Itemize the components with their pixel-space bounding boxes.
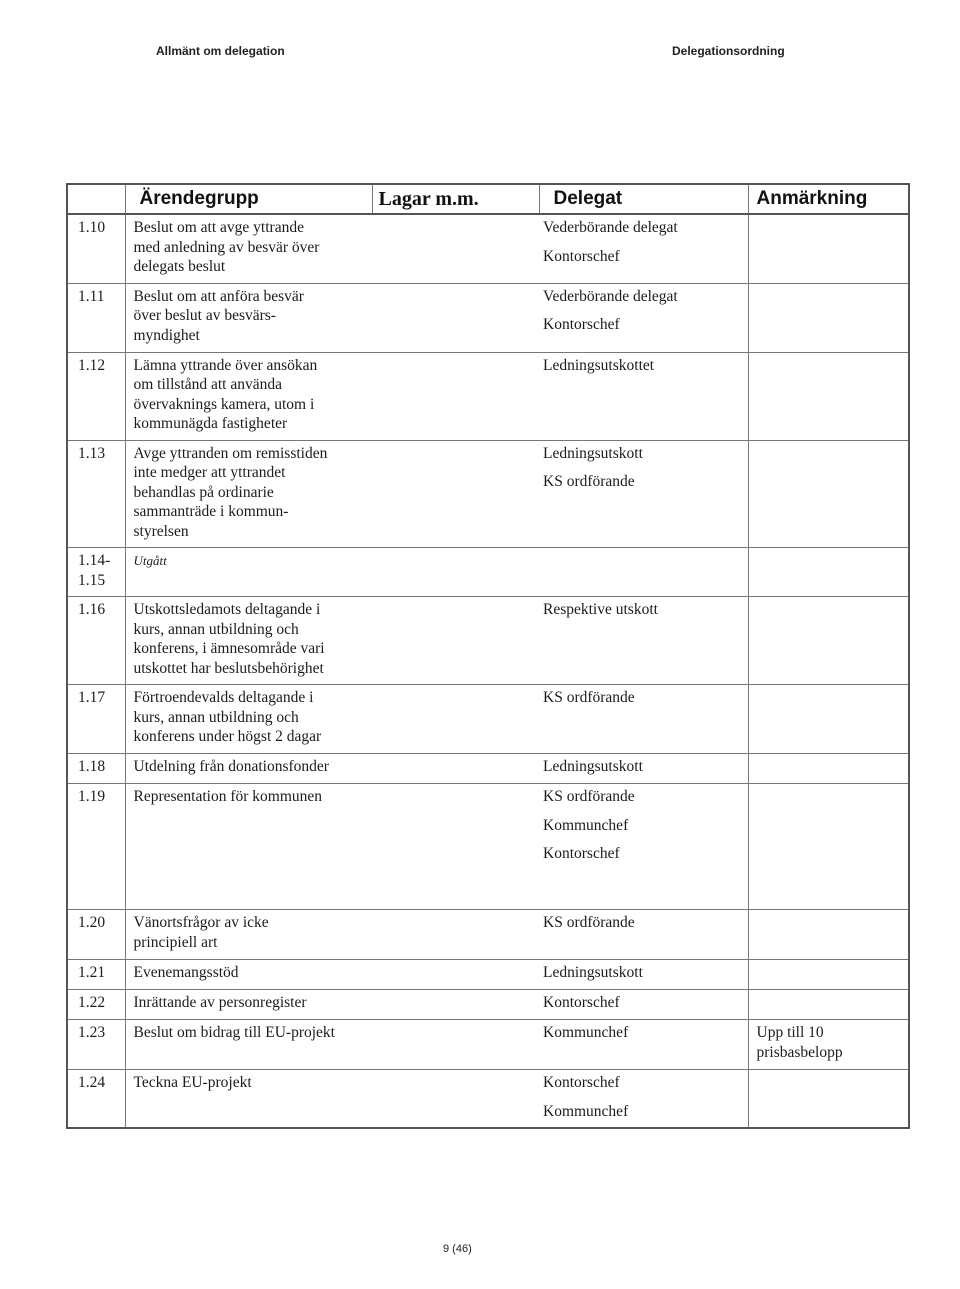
row-delegat [539, 440, 748, 548]
row-arendegrupp [125, 754, 372, 784]
table-row [67, 548, 909, 597]
table-row [67, 990, 909, 1020]
row-anmarkning [748, 283, 909, 352]
column-header-anmarkning: Anmärkning [748, 184, 909, 214]
row-anmarkning [748, 597, 909, 685]
row-lagar [372, 283, 539, 352]
row-arendegrupp [125, 1020, 372, 1070]
arendegrupp-line: Teckna EU-projekt [133, 1074, 252, 1091]
row-anmarkning [748, 754, 909, 784]
table-row [67, 784, 909, 910]
row-number: 1.18 [67, 754, 125, 784]
table-row [67, 440, 909, 548]
arendegrupp-line: Utskottsledamots deltagande i [133, 601, 321, 618]
table-row [67, 283, 909, 352]
table-row [67, 910, 909, 960]
row-delegat [539, 352, 748, 440]
row-number: 1.24 [67, 1070, 125, 1129]
row-anmarkning [748, 784, 909, 910]
row-delegat [539, 685, 748, 754]
arendegrupp-line: principiell art [133, 933, 218, 951]
arendegrupp-line: Representation för kommunen [133, 788, 323, 805]
arendegrupp-line: sammanträde i kommun- [133, 503, 289, 520]
header-document-title: Delegationsordning [672, 44, 785, 58]
arendegrupp-line: delegats beslut [133, 258, 226, 275]
row-number: 1.23 [67, 1020, 125, 1070]
row-lagar [372, 214, 539, 283]
row-lagar [372, 352, 539, 440]
header-section-title: Allmänt om delegation [156, 44, 285, 58]
table-row [67, 1020, 909, 1070]
arendegrupp-line: Beslut om att anföra besvär [133, 287, 304, 305]
row-anmarkning [748, 352, 909, 440]
table-row [67, 960, 909, 990]
table-row [67, 1070, 909, 1129]
row-number: 1.21 [67, 960, 125, 990]
row-number: 1.22 [67, 990, 125, 1020]
arendegrupp-line: över beslut av besvärs- [133, 307, 276, 324]
row-arendegrupp [125, 685, 372, 754]
arendegrupp-line: kurs, annan utbildning och [133, 708, 299, 726]
delegat-line: Vederbörande delegat [543, 287, 678, 305]
arendegrupp-line: om tillstånd att använda [133, 376, 283, 393]
delegat-line: KS ordförande [543, 914, 635, 931]
row-delegat [539, 597, 748, 685]
arendegrupp-line: kommunägda fastigheter [133, 415, 288, 432]
row-lagar [372, 960, 539, 990]
row-number: 1.20 [67, 910, 125, 960]
table-body [67, 214, 909, 1128]
row-arendegrupp [125, 784, 372, 910]
delegat-line: Kontorschef [543, 994, 620, 1011]
row-number: 1.19 [67, 784, 125, 910]
delegat-line: Kontorschef [543, 247, 620, 265]
arendegrupp-line: Förtroendevalds deltagande i [133, 689, 314, 706]
delegat-line: Kontorschef [543, 316, 620, 333]
arendegrupp-line: Inrättande av personregister [133, 994, 307, 1011]
row-anmarkning [748, 548, 909, 597]
row-delegat [539, 910, 748, 960]
arendegrupp-line: Lämna yttrande över ansökan [133, 356, 318, 374]
arendegrupp-line: Avge yttranden om remisstiden [133, 444, 328, 462]
row-lagar [372, 1070, 539, 1129]
delegat-line: KS ordförande [543, 689, 635, 706]
row-lagar [372, 784, 539, 910]
delegat-line: Kommunchef [543, 1024, 629, 1041]
row-arendegrupp [125, 597, 372, 685]
arendegrupp-line: övervaknings kamera, utom i [133, 395, 315, 413]
table-row [67, 597, 909, 685]
row-delegat [539, 990, 748, 1020]
row-lagar [372, 754, 539, 784]
row-arendegrupp [125, 1070, 372, 1129]
delegat-line: Ledningsutskott [543, 758, 643, 775]
row-lagar [372, 548, 539, 597]
row-arendegrupp [125, 440, 372, 548]
row-arendegrupp [125, 960, 372, 990]
arendegrupp-line: konferens under högst 2 dagar [133, 728, 322, 745]
row-number: 1.11 [67, 283, 125, 352]
arendegrupp-line: inte medger att yttrandet [133, 464, 286, 481]
column-header-lagar: Lagar m.m. [372, 184, 539, 214]
arendegrupp-line: Vänortsfrågor av icke [133, 914, 269, 931]
row-anmarkning [748, 685, 909, 754]
row-lagar [372, 597, 539, 685]
anmarkning-line: Upp till 10 [756, 1024, 824, 1041]
delegat-line: Kommunchef [543, 816, 629, 834]
row-delegat [539, 754, 748, 784]
row-delegat [539, 960, 748, 990]
row-arendegrupp [125, 910, 372, 960]
row-delegat [539, 784, 748, 910]
row-delegat [539, 214, 748, 283]
row-arendegrupp [125, 283, 372, 352]
arendegrupp-line: Evenemangsstöd [133, 964, 239, 981]
arendegrupp-line: utskottet har beslutsbehörighet [133, 659, 324, 677]
row-number: 1.12 [67, 352, 125, 440]
arendegrupp-line: kurs, annan utbildning och [133, 620, 299, 638]
row-arendegrupp [125, 214, 372, 283]
row-anmarkning [748, 440, 909, 548]
delegat-line: Ledningsutskott [543, 444, 643, 462]
page-number: 9 (46) [443, 1243, 472, 1255]
table-row [67, 754, 909, 784]
delegat-line: KS ordförande [543, 473, 635, 490]
row-anmarkning [748, 1020, 909, 1070]
arendegrupp-line: myndighet [133, 326, 200, 344]
anmarkning-line: prisbasbelopp [756, 1043, 843, 1061]
table-row [67, 352, 909, 440]
row-delegat [539, 548, 748, 597]
delegat-line: Kommunchef [543, 1102, 629, 1120]
row-number: 1.10 [67, 214, 125, 283]
row-lagar [372, 1020, 539, 1070]
table-row [67, 685, 909, 754]
arendegrupp-line: konferens, i ämnesområde vari [133, 640, 325, 657]
row-number: 1.13 [67, 440, 125, 548]
column-header-arendegrupp: Ärendegrupp [125, 184, 372, 214]
delegat-line: KS ordförande [543, 788, 635, 805]
row-lagar [372, 440, 539, 548]
row-number: 1.16 [67, 597, 125, 685]
arendegrupp-line: med anledning av besvär över [133, 238, 320, 256]
row-anmarkning [748, 214, 909, 283]
row-number: 1.14- 1.15 [67, 548, 125, 597]
arendegrupp-line: Beslut om att avge yttrande [133, 219, 304, 236]
row-anmarkning [748, 910, 909, 960]
arendegrupp-line: Utdelning från donationsfonder [133, 758, 329, 775]
row-anmarkning [748, 990, 909, 1020]
row-delegat [539, 1020, 748, 1070]
row-anmarkning [748, 960, 909, 990]
delegat-line: Respektive utskott [543, 601, 658, 618]
delegat-line: Ledningsutskottet [543, 356, 655, 374]
delegat-line: Kontorschef [543, 845, 620, 862]
arendegrupp-line: behandlas på ordinarie [133, 483, 274, 501]
row-anmarkning [748, 1070, 909, 1129]
column-header-delegat: Delegat [539, 184, 748, 214]
arendegrupp-line: Beslut om bidrag till EU-projekt [133, 1024, 335, 1041]
row-arendegrupp [125, 548, 372, 597]
row-delegat [539, 1070, 748, 1129]
row-lagar [372, 990, 539, 1020]
delegat-line: Ledningsutskott [543, 964, 643, 981]
row-arendegrupp [125, 352, 372, 440]
row-lagar [372, 910, 539, 960]
delegation-table [66, 183, 910, 1129]
arendegrupp-line: styrelsen [133, 522, 189, 540]
row-delegat [539, 283, 748, 352]
row-number: 1.17 [67, 685, 125, 754]
column-header-number [67, 184, 125, 214]
delegat-line: Vederbörande delegat [543, 219, 678, 236]
table-row [67, 214, 909, 283]
row-arendegrupp [125, 990, 372, 1020]
delegat-line: Kontorschef [543, 1074, 620, 1091]
row-lagar [372, 685, 539, 754]
arendegrupp-line: Utgått [133, 553, 167, 568]
table-header-row [67, 184, 909, 214]
